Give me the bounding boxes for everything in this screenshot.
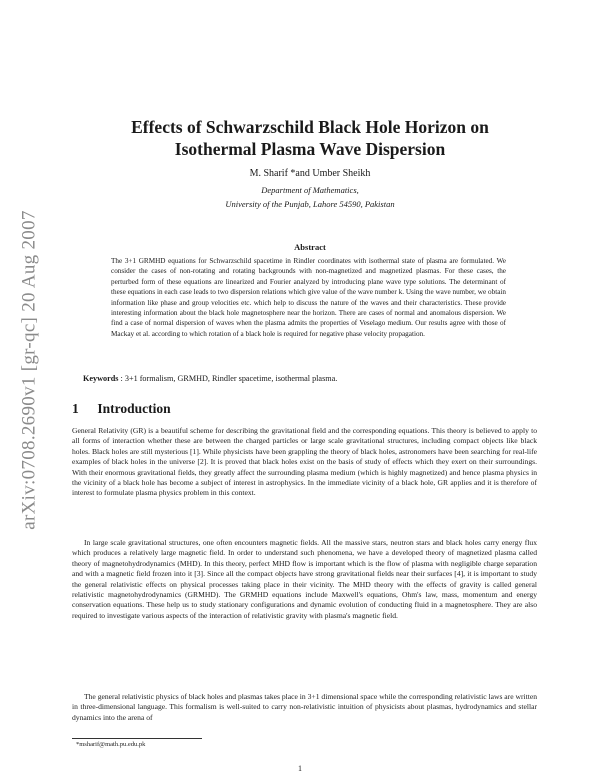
footnote-divider: [72, 738, 202, 739]
page-number: 1: [298, 764, 302, 773]
section-heading-introduction: [72, 401, 171, 417]
body-paragraph-3: The general relativistic physics of black holes and plasmas takes place in 3+1 dimensional space while the corresponding relativistic laws are written in three-dimensional language. This formalism is well-suited to carry non-relativistic intuition of physicists about plasmas, hydrodynamics and stellar dynamics into the arena of: [72, 692, 537, 722]
title-line-1: Effects of Schwarzschild Black Hole Horizon on: [131, 117, 489, 137]
section-title: Introduction: [97, 401, 171, 416]
body-paragraph-2: In large scale gravitational structures, one often encounters magnetic fields. All the massive stars, neutron stars and black holes carry energy flux which produces a relatively large magnetic field. In order to understand such phenomena, we have a developed theory of magnetized plasma called theory of magnetohydrodynamics (MHD). In this theory, perfect MHD flow is important which is the flow of plasma with negligible charge separation and with a magnetic field frozen into it [3]. Since all the compact objects have strong gravitational fields near their surfaces [4], it is important to study the general relativistic effects on physical processes taking place in their vicinity. The MHD theory with the effects of gravity is called general relativistic magnetohydrodynamics (GRMHD). The GRMHD equations include Maxwell's equations, Ohm's law, mass, momentum and energy conservation equations. These help us to study stationary configurations and dynamic evolution of conducting fluid in a magnetosphere. They are also required to investigate various aspects of the interaction of relativistic gravity with plasma's magnetic field.: [72, 538, 537, 620]
keywords-text: : 3+1 formalism, GRMHD, Rindler spacetime, isothermal plasma.: [120, 374, 338, 383]
arxiv-identifier: [12, 200, 48, 540]
body-paragraph-1: General Relativity (GR) is a beautiful scheme for describing the gravitational field and the corresponding equations. This theory is believed to apply to all forms of interaction whether these are between the charged particles or large scale gravitational structures, including compact objects like black holes. Black holes are still mysterious [1]. While physicists have been grappling the theory of black holes, astronomers have been searching for real-life examples of black holes in the universe [2]. It is proved that black holes exist on the basis of study of effects which they exert on their surroundings. With their enormous gravitational fields, they greatly affect the surrounding plasma medium (which is highly magnetized) and hence plasma physics in the vicinity of a black hole has become a subject of interest in astrophysics. In the immediate vicinity of a black hole, GR applies and it is therefore of interest to formulate plasma physics problem in this context.: [72, 426, 537, 498]
affiliation-university: University of the Punjab, Lahore 54590, Pakistan: [225, 199, 395, 209]
abstract-heading: Abstract: [294, 242, 326, 252]
affiliation-department: Department of Mathematics,: [261, 185, 359, 195]
footnote-email: *msharif@math.pu.edu.pk: [76, 741, 146, 748]
keywords-line: [83, 374, 523, 383]
arxiv-identifier-text: arXiv:0708.2690v1 [gr-qc] 20 Aug 2007: [19, 210, 40, 530]
author-list: M. Sharif *and Umber Sheikh: [249, 168, 371, 179]
paper-title: [95, 116, 525, 160]
abstract-text: The 3+1 GRMHD equations for Schwarzschild spacetime in Rindler coordinates with isothermal state of plasma are formulated. We consider the cases of non-rotating and rotating backgrounds with non-magnetized and magnetized plasmas. For these cases, the perturbed form of these equations are linearized and Fourier analyzed by introducing plane wave type solutions. The determinant of these equations in each case leads to two dispersion relations which give value of the wave number k. Using the wave number, we obtain information like phase and group velocities etc. which help to discuss the nature of the waves and their characteristics. These provide interesting information about the black hole magnetosphere near the horizon. There are cases of normal and anomalous dispersion. We find a case of normal dispersion of waves when the plasma admits the properties of Veselago medium. Our results agree with those of Mackay et al. according to which rotation of a black hole is required for negative phase velocity propagation.: [111, 257, 506, 338]
title-line-2: Isothermal Plasma Wave Dispersion: [174, 139, 446, 159]
keywords-label: Keywords: [83, 374, 119, 383]
section-number: 1: [72, 401, 79, 416]
